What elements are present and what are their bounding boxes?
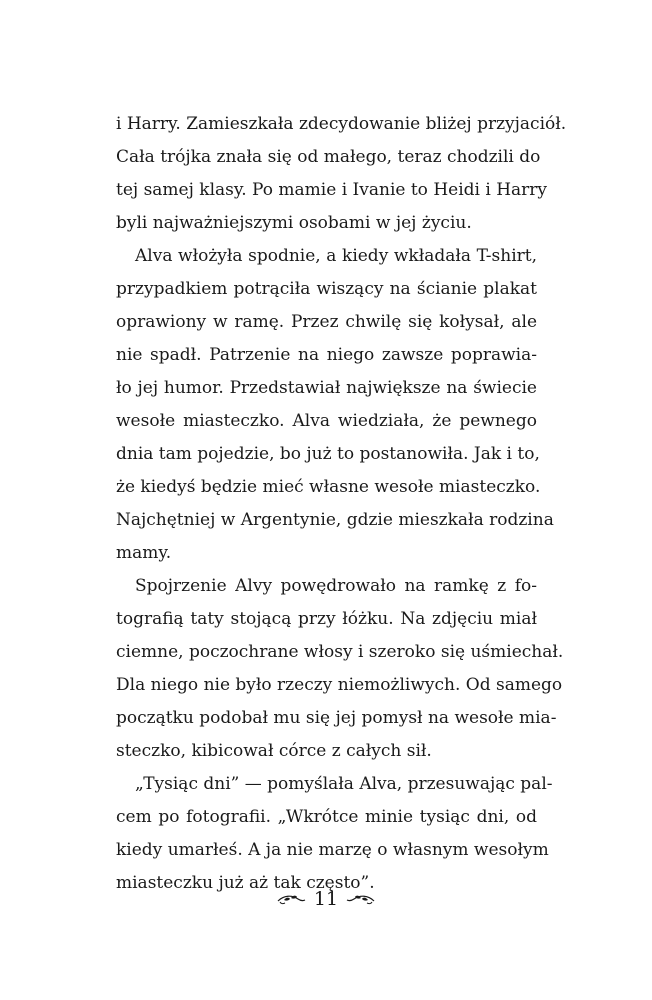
text-line: miasteczku już aż tak często”. xyxy=(116,873,375,893)
page-footer xyxy=(0,884,652,914)
text-line: tej samej klasy. Po mamie i Ivanie to Heidi i Harry xyxy=(116,180,548,200)
text-line: Alva włożyła spodnie, a kiedy wkładała T-shirt, xyxy=(135,246,537,266)
text-line: „Tysiąc dni” — pomyślała Alva, przesuwając pal- xyxy=(135,774,553,794)
text-line: oprawiony w ramę. Przez chwilę się kołysał, ale xyxy=(116,312,537,332)
text-line: początku podobał mu się jej pomysł na wesołe mia- xyxy=(116,708,557,728)
text-line: byli najważniejszymi osobami w jej życiu. xyxy=(116,213,472,233)
text-line: ciemne, poczochrane włosy i szeroko się uśmiechał. xyxy=(116,642,564,662)
text-line: Najchętniej w Argentynie, gdzie mieszkała rodzina xyxy=(116,510,554,530)
text-line: Dla niego nie było rzeczy niemożliwych. Od samego xyxy=(116,675,563,695)
text-line: i Harry. Zamieszkała zdecydowanie bliżej przyjaciół. xyxy=(116,114,567,134)
text-line: Spojrzenie Alvy powędrowało na ramkę z fo- xyxy=(135,576,537,596)
text-line: nie spadł. Patrzenie na niego zawsze poprawia- xyxy=(116,345,537,365)
body-text xyxy=(116,108,567,900)
page-number: 11 xyxy=(313,888,339,910)
text-line: mamy. xyxy=(116,543,172,563)
leaf-ornament-right-icon xyxy=(346,892,376,906)
text-line: dnia tam pojedzie, bo już to postanowiła. Jak i to, xyxy=(116,444,540,464)
text-line: przypadkiem potrąciła wiszący na ścianie plakat xyxy=(116,279,537,299)
text-line: steczko, kibicował córce z całych sił. xyxy=(116,741,432,761)
text-line: tografią taty stojącą przy łóżku. Na zdjęciu miał xyxy=(116,609,537,629)
text-line: wesołe miasteczko. Alva wiedziała, że pewnego xyxy=(116,411,537,431)
text-line: że kiedyś będzie mieć własne wesołe miasteczko. xyxy=(116,477,541,497)
text-line: kiedy umarłeś. A ja nie marzę o własnym wesołym xyxy=(116,840,549,860)
text-line: cem po fotografii. „Wkrótce minie tysiąc dni, od xyxy=(116,807,537,827)
text-line: Cała trójka znała się od małego, teraz chodzili do xyxy=(116,147,541,167)
leaf-ornament-left-icon xyxy=(276,892,306,906)
text-line: ło jej humor. Przedstawiał największe na świecie xyxy=(116,378,537,398)
